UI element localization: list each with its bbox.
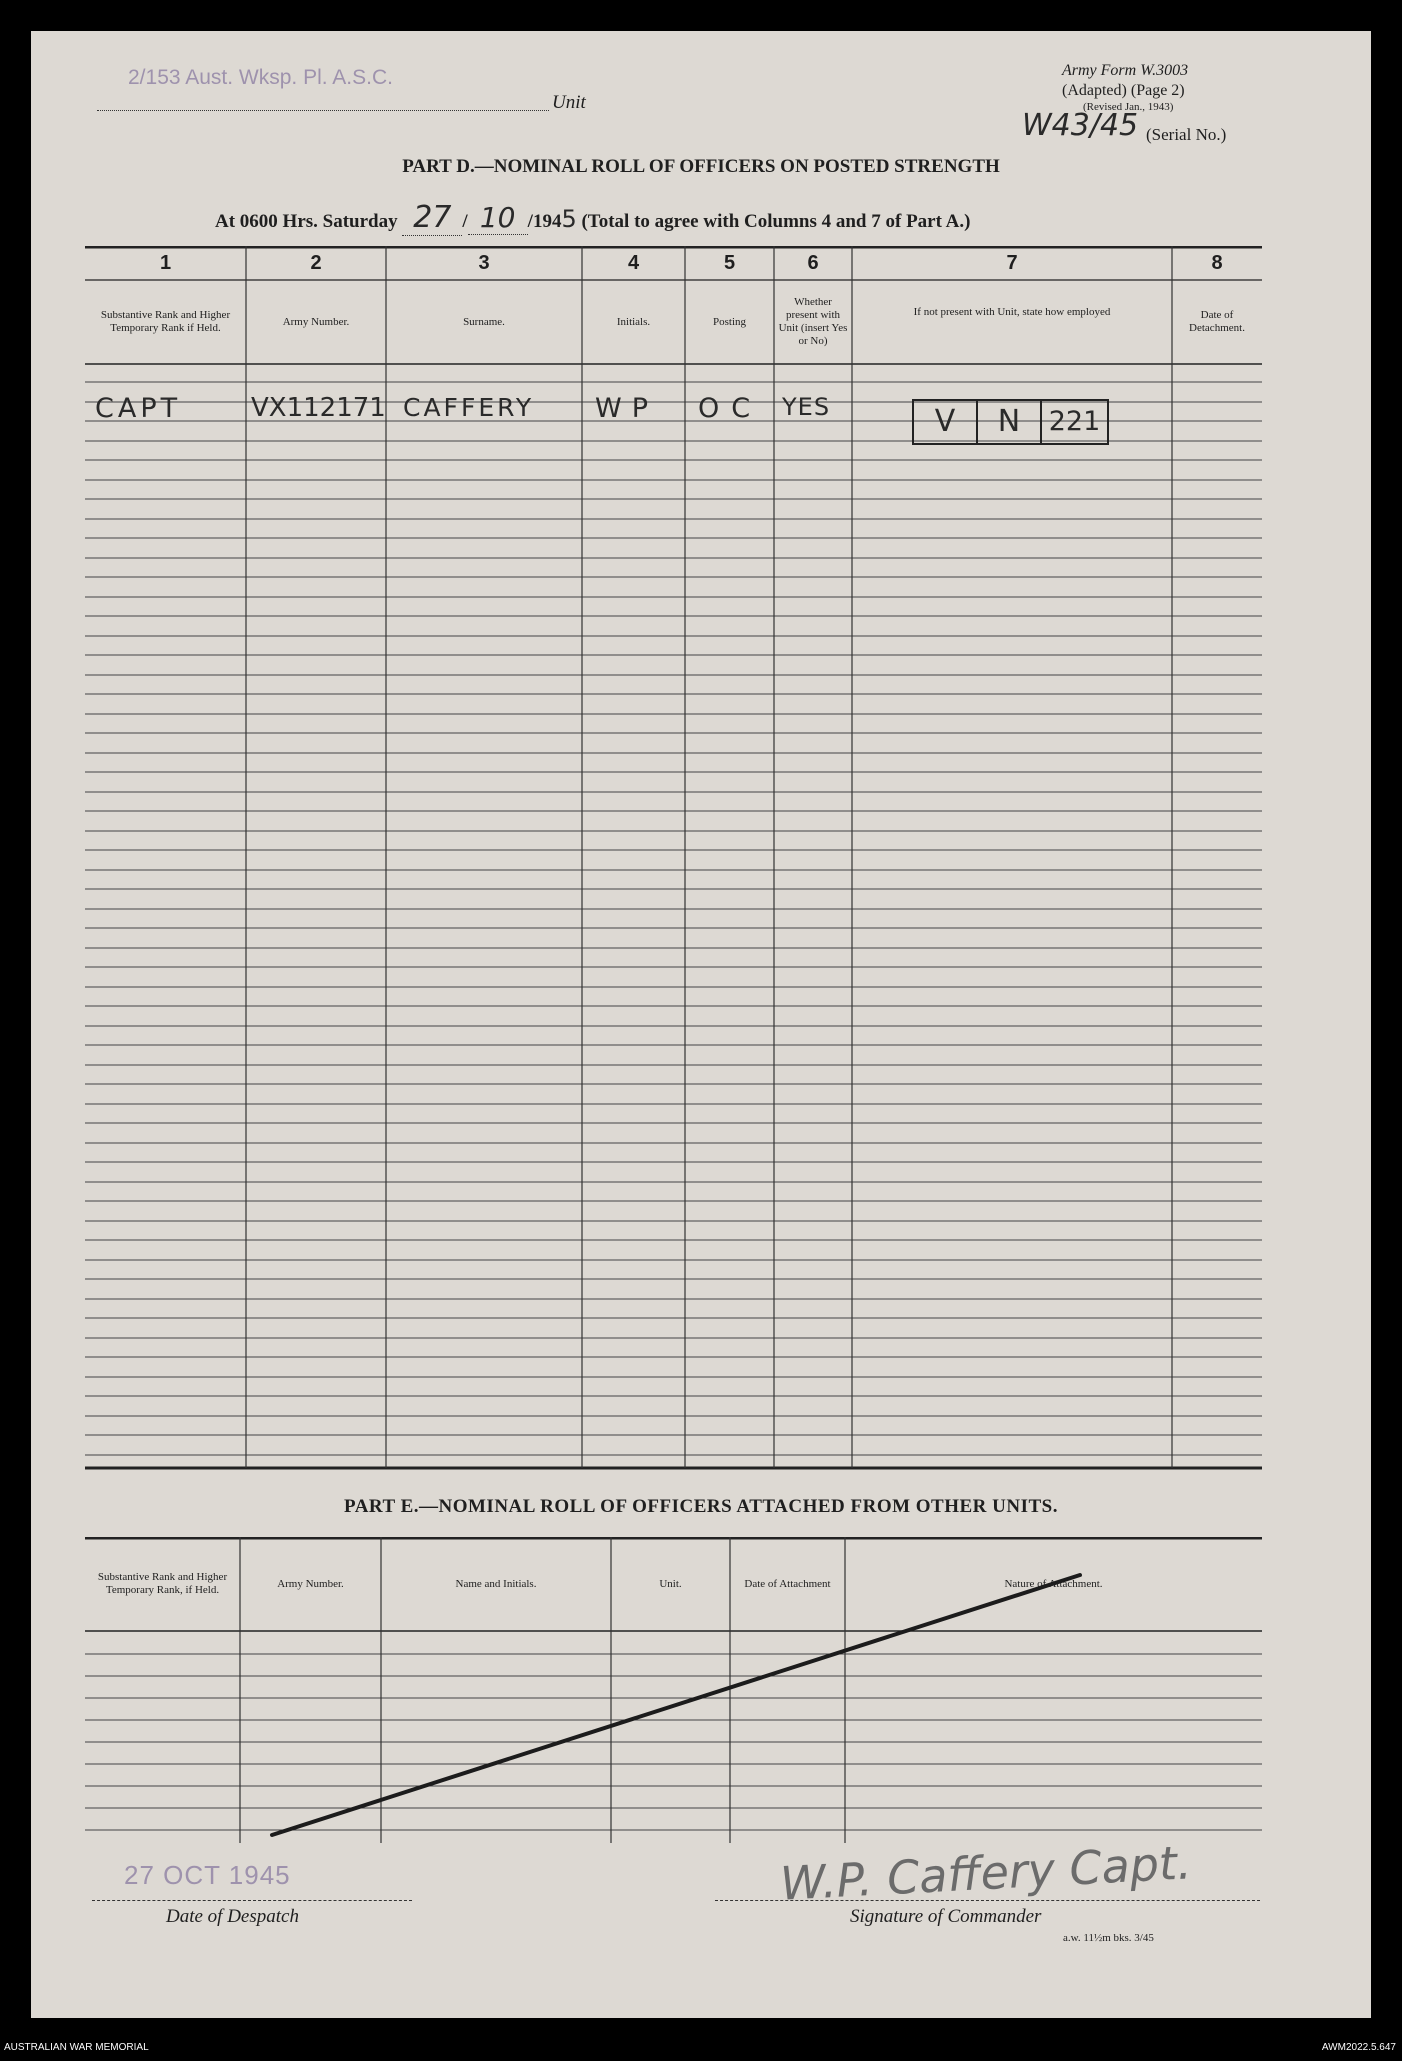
- col-num-6: 6: [807, 252, 819, 274]
- box-v: V: [914, 401, 978, 443]
- archive-bar: [0, 2036, 1402, 2061]
- unit-stamp: 2/153 Aust. Wksp. Pl. A.S.C.: [128, 66, 393, 89]
- date-month: 10: [468, 201, 528, 235]
- col-head-present: Whether present with Unit (insert Yes or No): [778, 296, 848, 347]
- e-col-date-attachment: Date of Attachment: [744, 1577, 831, 1590]
- entry-row: [85, 389, 1262, 449]
- col-head-posting: Posting: [712, 315, 746, 328]
- col-head-detachment: Date of Detachment.: [1189, 309, 1245, 334]
- commander-signature: W.P. Caffery Capt.: [778, 1835, 1193, 1911]
- year-prefix: 194: [532, 211, 562, 232]
- signature-line: [715, 1900, 1260, 1901]
- serial-label: (Serial No.): [1146, 125, 1227, 144]
- e-col-unit: Unit.: [659, 1577, 682, 1590]
- date-despatch-line: [92, 1900, 412, 1901]
- e-col-army-number: Army Number.: [277, 1577, 344, 1590]
- subtitle-prefix: At 0600 Hrs. Saturday: [215, 211, 398, 232]
- date-despatch-label: Date of Despatch: [166, 1906, 299, 1927]
- box-number: 221: [1048, 406, 1101, 437]
- print-code: a.w. 11½m bks. 3/45: [1063, 1932, 1154, 1944]
- col-num-4: 4: [627, 252, 640, 274]
- col-head-initials: Initials.: [616, 315, 651, 328]
- col-head-rank: Substantive Rank and Higher Temporary Rank if Held.: [100, 309, 231, 334]
- part-d-subtitle: At 0600 Hrs. Saturday 27 / 10 /1945 (Total to agree with Columns 4 and 7 of Part A.): [215, 200, 971, 235]
- unit-line: [97, 110, 549, 111]
- box-n: N: [978, 401, 1042, 443]
- serial-handwritten: W43/45: [1022, 108, 1139, 143]
- entry-surname: CAFFERY: [403, 393, 535, 422]
- col-head-army-number: Army Number.: [282, 315, 350, 328]
- form-revised: (Revised Jan., 1943): [1083, 101, 1174, 113]
- entry-initials: WP: [595, 393, 658, 424]
- e-col-name: Name and Initials.: [455, 1577, 537, 1590]
- archive-right: AWM2022.5.647: [1321, 2042, 1396, 2053]
- entry-rank: CAPT: [95, 393, 182, 424]
- archive-left: AUSTRALIAN WAR MEMORIAL: [4, 2042, 149, 2053]
- part-d-title: PART D.—NOMINAL ROLL OF OFFICERS ON POSTED STRENGTH: [402, 156, 1000, 177]
- col-num-3: 3: [478, 252, 490, 274]
- col-num-8: 8: [1211, 252, 1223, 274]
- col-head-surname: Surname.: [463, 315, 505, 328]
- entry-army-number: VX112171: [251, 393, 386, 423]
- col-num-2: 2: [310, 252, 322, 274]
- e-col-rank: Substantive Rank and Higher Temporary Rank, if Held.: [97, 1571, 228, 1596]
- entry-present: YES: [782, 393, 831, 421]
- col-num-5: 5: [723, 252, 736, 274]
- part-e-title: PART E.—NOMINAL ROLL OF OFFICERS ATTACHED FROM OTHER UNITS.: [344, 1496, 1058, 1517]
- subtitle-suffix: (Total to agree with Columns 4 and 7 of Part A.): [581, 211, 971, 232]
- col-num-7: 7: [1006, 252, 1018, 274]
- employment-boxes: [912, 399, 1109, 445]
- unit-label: Unit: [552, 92, 586, 113]
- form-adapted: (Adapted) (Page 2): [1062, 82, 1185, 99]
- year-digit: 5: [561, 205, 577, 233]
- e-col-nature: Nature of Attachment.: [1004, 1577, 1103, 1590]
- part-d-table: [85, 246, 1262, 1470]
- date-day: 27: [402, 200, 462, 236]
- form-number: Army Form W.3003: [1062, 62, 1189, 79]
- signature-label: Signature of Commander: [850, 1906, 1042, 1927]
- col-head-employed: If not present with Unit, state how employed: [913, 306, 1111, 318]
- date-stamp: 27 OCT 1945: [124, 1860, 291, 1890]
- entry-posting: OC: [698, 393, 763, 424]
- part-e-table: [85, 1537, 1262, 1845]
- col-num-1: 1: [159, 252, 172, 274]
